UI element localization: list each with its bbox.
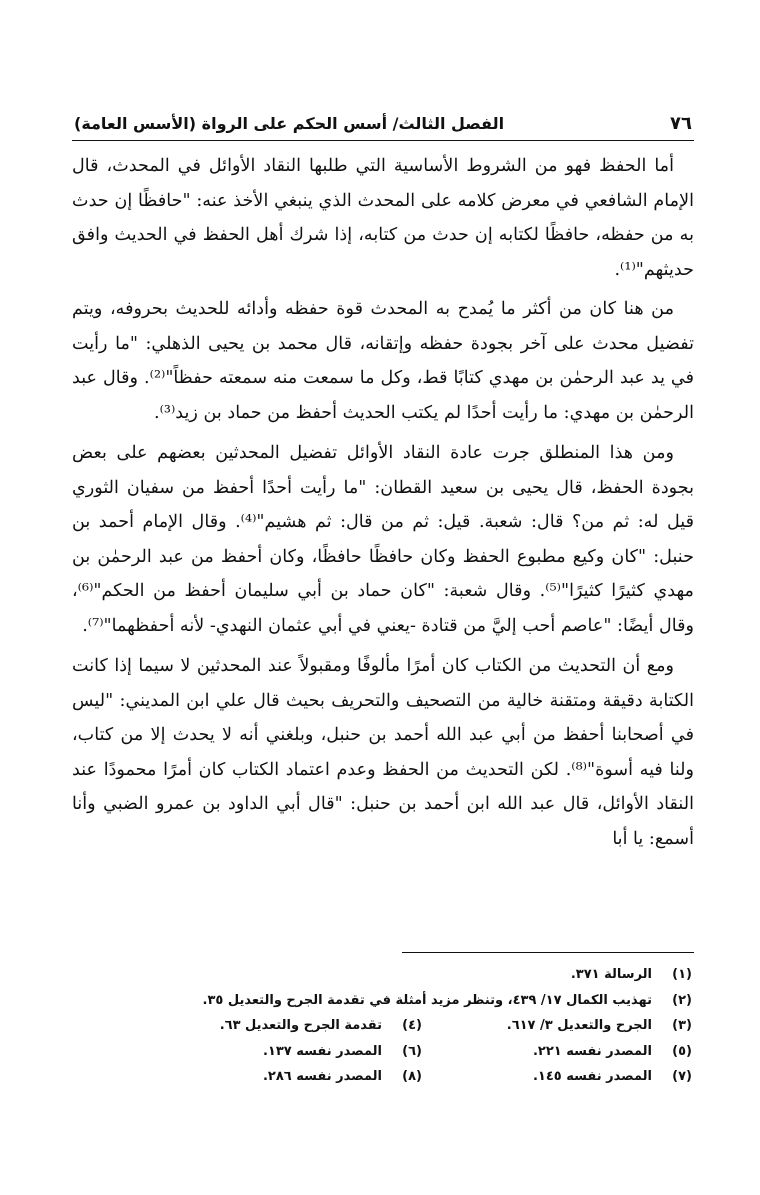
main-text xyxy=(72,149,694,856)
footnote-number: (٤) xyxy=(402,1018,422,1033)
footnote-number: (١) xyxy=(672,967,692,982)
footnote-number: (٦) xyxy=(402,1043,422,1059)
footnote-number: (٧) xyxy=(672,1069,692,1084)
footnote-6 xyxy=(263,1039,422,1065)
footnote-number: (٨) xyxy=(402,1069,422,1084)
footnote-row xyxy=(160,1064,692,1090)
footnote-text: تقدمة الجرح والتعديل ٦٣. xyxy=(219,1018,382,1033)
page-content xyxy=(72,112,694,862)
footnote-text: الرسالة ٣٧١. xyxy=(570,967,652,982)
footnote-number: (٢) xyxy=(672,992,692,1008)
paragraph-narrating-from-book: ومع أن التحديث من الكتاب كان أمرًا مألوفًا ومقبولاً عند المحدثين لا سيما إذا كانت الكتابة دقيقة ومتقنة خالية من التصحيف والتحريف بحيث قال علي ابن المديني: "ليس في أصحابنا أحفظ من أبي عبد الله أحمد بن حنبل، وبلغني أنه لا يحدث إلا من كتاب، ولنا فيه أسوة"⁽⁸⁾. لكن التحديث من الحفظ وعدم اعتماد الكتاب كان أمرًا محمودًا عند النقاد الأوائل، قال عبد الله ابن أحمد بن حنبل: "قال أبي الداود بن عمرو الضبي وأنا أسمع: يا أبا xyxy=(72,656,694,849)
footnote-text: المصدر نفسه ٢٢١. xyxy=(532,1043,652,1059)
footnote-separator xyxy=(402,952,694,953)
footnote-text: المصدر نفسه ١٤٥. xyxy=(532,1069,652,1084)
footnote-5 xyxy=(422,1039,692,1065)
footnote-row xyxy=(160,962,692,988)
footnotes xyxy=(160,962,692,1090)
footnote-row xyxy=(160,1013,692,1039)
running-header xyxy=(72,112,694,141)
footnote-7 xyxy=(422,1064,692,1090)
footnote-row xyxy=(160,988,692,1014)
footnote-number: (٣) xyxy=(672,1018,692,1033)
paragraph-praise-memory: من هنا كان من أكثر ما يُمدح به المحدث قوة حفظه وأدائه للحديث بحروفه، ويتم تفضيل محدث على آخر بجودة حفظه وإتقانه، قال محمد بن يحيى الذهلي: "ما رأيت في يد عبد الرحمٰن بن مهدي كتابًا قط، وكل ما سمعت منه سمعته حفظاً"⁽²⁾. وقال عبد الرحمٰن بن مهدي: ما رأيت أحدًا لم يكتب الحديث أحفظ من حماد بن زيد⁽³⁾. xyxy=(72,299,694,423)
footnote-1 xyxy=(571,962,692,988)
footnote-text: المصدر نفسه ١٣٧. xyxy=(262,1043,382,1059)
footnote-text: الجرح والتعديل ٣/ ٦١٧. xyxy=(506,1018,652,1033)
footnote-3 xyxy=(422,1013,692,1039)
footnote-text: المصدر نفسه ٢٨٦. xyxy=(262,1069,382,1084)
chapter-title: الفصل الثالث/ أسس الحكم على الرواة (الأسس العامة) xyxy=(74,114,505,133)
footnote-number: (٥) xyxy=(672,1043,692,1059)
footnote-row xyxy=(160,1039,692,1065)
paragraph-preference-by-memory: ومن هذا المنطلق جرت عادة النقاد الأوائل تفضيل المحدثين بعضهم على بعض بجودة الحفظ، قال يحيى بن سعيد القطان: "ما رأيت أحدًا أحفظ من سفيان الثوري قيل له: ثم من؟ قال: شعبة. قيل: ثم من قال: ثم هشيم"⁽⁴⁾. وقال الإمام أحمد بن حنبل: "كان وكيع مطبوع الحفظ وكان حافظًا حافظًا، وكان أحفظ من عبد الرحمٰن بن مهدي كثيرًا كثيرًا"⁽⁵⁾. وقال شعبة: "كان حماد بن أبي سليمان أحفظ من الحكم"⁽⁶⁾، وقال أيضًا: "عاصم أحب إليَّ من قتادة -يعني في أبي عثمان النهدي- لأنه أحفظهما"⁽⁷⁾. xyxy=(72,443,694,636)
page-number: ٧٦ xyxy=(670,113,692,134)
footnote-2 xyxy=(202,988,692,1014)
paragraph-memorization-condition: أما الحفظ فهو من الشروط الأساسية التي طلبها النقاد الأوائل في المحدث، قال الإمام الشافعي في معرض كلامه على المحدث الذي ينبغي الأخذ عنه: "حافظًا إن حدث به من حفظه، حافظًا لكتابه إن حدث من كتابه، إذا شرك أهل الحفظ في الحديث وافق حديثهم"⁽¹⁾. xyxy=(72,156,694,280)
footnote-text: تهذيب الكمال ١٧/ ٤٣٩، وتنظر مزيد أمثلة في تقدمة الجرح والتعديل ٣٥. xyxy=(202,992,652,1008)
footnote-4 xyxy=(220,1013,422,1039)
footnote-8 xyxy=(263,1064,422,1090)
